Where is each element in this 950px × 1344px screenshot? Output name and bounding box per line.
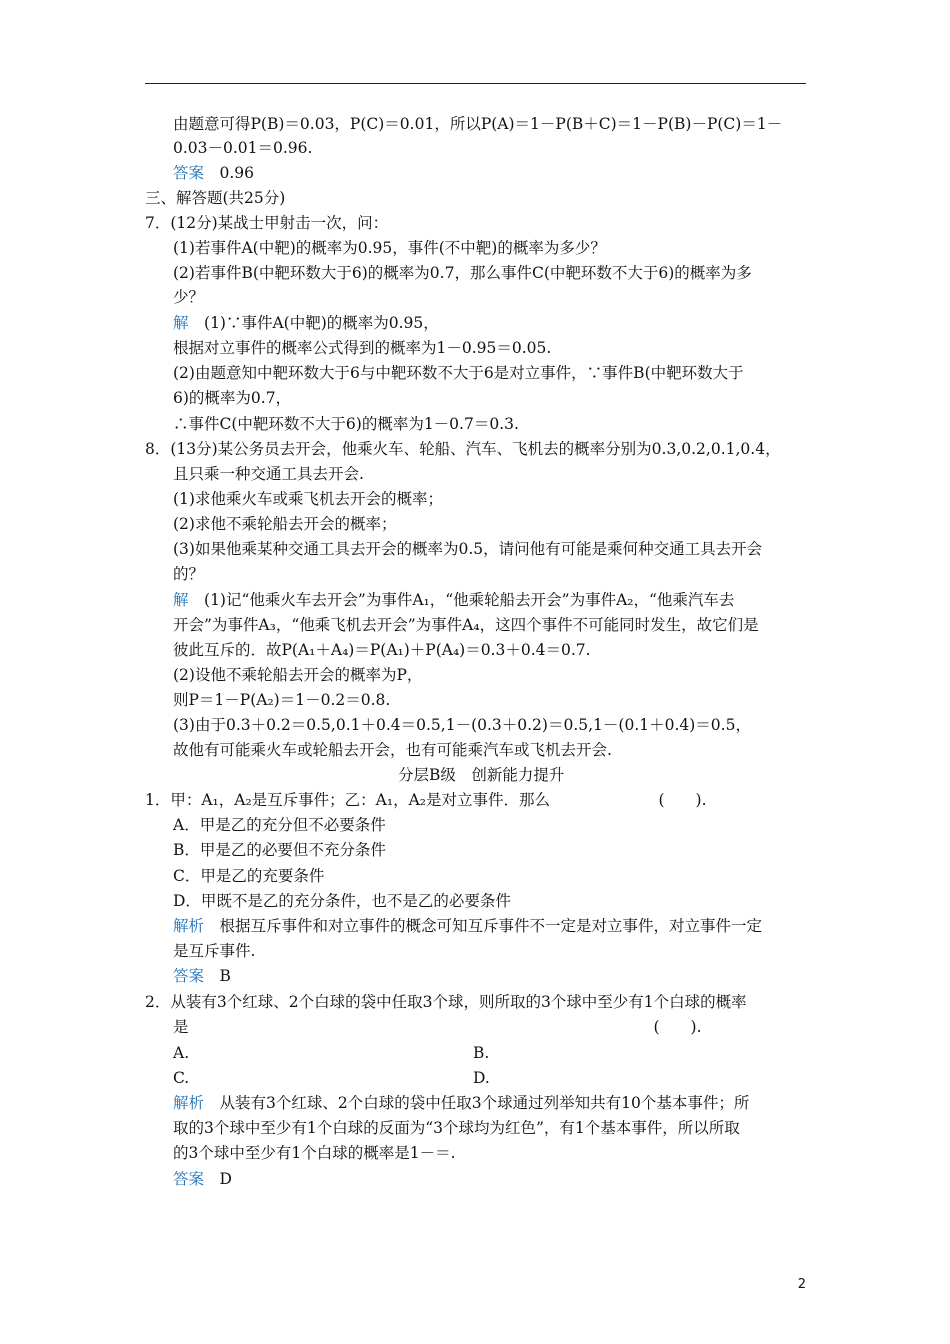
line-text: 故他有可能乘火车或轮船去开会，也有可能乘汽车或飞机去开会. [173,741,612,759]
line-text: B．甲是乙的必要但不充分条件 [173,841,386,859]
line-text: (1)若事件A(中靶)的概率为0.95，事件(不中靶)的概率为多少？ [173,239,606,257]
line-text: (1)∵事件A(中靶)的概率为0.95， [188,314,439,332]
line-text: A. [173,1044,190,1062]
line-text: 7．(12分)某战士甲射击一次，问： [145,214,389,232]
label-tag: 解 [173,314,189,332]
line-text: ∴事件C(中靶环数不大于6)的概率为1－0.7＝0.3. [173,415,519,433]
line-text: D．甲既不是乙的充分条件，也不是乙的必要条件 [173,892,511,910]
line-text: 的3个球中至少有1个白球的概率是1－＝. [173,1144,456,1162]
label-tag: 答案 [173,164,205,182]
text-line [173,1143,456,1163]
text-line [145,188,285,208]
text-line [173,163,254,183]
line-text: 0.03－0.01＝0.96. [173,139,313,157]
text-line [173,564,204,584]
text-line [173,514,396,534]
text-line [173,138,312,158]
text-line [173,665,422,685]
line-text: (2)若事件B(中靶环数大于6)的概率为0.7，那么事件C(中靶环数不大于6)的概率为多 [173,264,752,282]
line-text: 根据对立事件的概率公式得到的概率为1－0.95＝0.05. [173,339,552,357]
line-text: 由题意可得P(B)＝0.03，P(C)＝0.01，所以P(A)＝1－P(B＋C)＝1－P(B)－P(C)＝1－ [173,115,783,133]
text-line [173,840,386,860]
text-line [173,388,291,408]
line-text: 取的3个球中至少有1个白球的反面为“3个球均为红色”，有1个基本事件，所以所取 [173,1119,740,1137]
text-line [173,1169,232,1189]
line-text: D. [473,1069,490,1087]
text-line [398,765,564,785]
line-text: 少？ [173,288,205,306]
line-text: B [204,967,231,985]
line-text: (3)如果他乘某种交通工具去开会的概率为0.5，请问他有可能是乘何种交通工具去开会 [173,540,763,558]
line-text: 根据互斥事件和对立事件的概念可知互斥事件不一定是对立事件，对立事件一定 [204,917,763,935]
label-tag: 解析 [173,917,205,935]
line-text: C. [173,1069,190,1087]
line-text: 6)的概率为0.7， [173,389,292,407]
line-text: (1)记“他乘火车去开会”为事件A₁，“他乘轮船去开会”为事件A₂，“他乘汽车去 [188,591,735,609]
line-text: 1．甲：A₁，A₂是互斥事件；乙：A₁，A₂是对立事件．那么 ( ). [145,791,707,809]
line-text: C．甲是乙的充要条件 [173,867,325,885]
line-text: (2)求他不乘轮船去开会的概率； [173,515,397,533]
label-tag: 解 [173,591,189,609]
text-line [173,1068,189,1088]
line-text: (3)由于0.3＋0.2＝0.5,0.1＋0.4＝0.5,1－(0.3＋0.2)＝0.5,1－(0.1＋0.4)＝0.5， [173,716,751,734]
line-text: A．甲是乙的充分但不必要条件 [173,816,386,834]
text-line [145,992,747,1012]
line-text: (2)由题意知中靶环数大于6与中靶环数不大于6是对立事件，∵事件B(中靶环数大于 [173,364,744,382]
text-line [173,1118,740,1138]
text-line [173,539,762,559]
text-line [173,715,751,735]
line-text: 三、解答题(共25分) [145,189,286,207]
line-text: 则P＝1－P(A₂)＝1－0.2＝0.8. [173,691,391,709]
text-line [173,1017,702,1037]
label-tag: 答案 [173,967,205,985]
line-text: 是 ( ). [173,1018,702,1036]
text-line [145,213,388,233]
line-text: 开会”为事件A₃，“他乘飞机去开会”为事件A₄，这四个事件不可能同时发生，故它们是 [173,616,759,634]
text-line [173,363,744,383]
line-text: 彼此互斥的．故P(A₁＋A₄)＝P(A₁)＋P(A₄)＝0.3＋0.4＝0.7. [173,641,591,659]
text-line [173,263,752,283]
line-text: (1)求他乘火车或乘飞机去开会的概率； [173,490,443,508]
line-text: 是互斥事件. [173,942,256,960]
line-text: 且只乘一种交通工具去开会. [173,465,364,483]
page-number: 2 [797,1277,806,1292]
text-line [473,1068,490,1088]
line-text: 8．(13分)某公务员去开会，他乘火车、轮船、汽车、飞机去的概率分别为0.3,0.2,0.1,0.4， [145,440,781,458]
text-line [173,1043,189,1063]
text-line [173,414,519,434]
text-line [173,916,762,936]
line-text: 分层B级 创新能力提升 [398,766,565,784]
line-text: 2．从装有3个红球、2个白球的袋中任取3个球，则所取的3个球中至少有1个白球的概率 [145,993,747,1011]
header-rule [145,83,806,84]
text-line [145,439,781,459]
text-line [173,866,324,886]
text-line [173,489,443,509]
text-line [173,891,511,911]
text-line [173,238,606,258]
text-line [173,815,386,835]
text-line [473,1043,489,1063]
text-line [173,640,591,660]
line-text: 从装有3个红球、2个白球的袋中任取3个球通过列举知共有10个基本事件；所 [204,1094,750,1112]
line-text: 0.96 [204,164,255,182]
text-line [173,966,231,986]
text-line [173,313,439,333]
text-line [173,615,759,635]
text-line [173,464,364,484]
text-line [173,690,390,710]
text-line [173,1093,749,1113]
line-text: B. [473,1044,490,1062]
text-line [173,114,782,134]
text-line [173,740,612,760]
label-tag: 解析 [173,1094,205,1112]
line-text: 的？ [173,565,205,583]
line-text: (2)设他不乘轮船去开会的概率为P， [173,666,423,684]
text-line [173,590,734,610]
text-line [145,790,707,810]
label-tag: 答案 [173,1170,205,1188]
text-line [173,287,204,307]
line-text: D [204,1170,232,1188]
text-line [173,941,255,961]
text-line [173,338,551,358]
